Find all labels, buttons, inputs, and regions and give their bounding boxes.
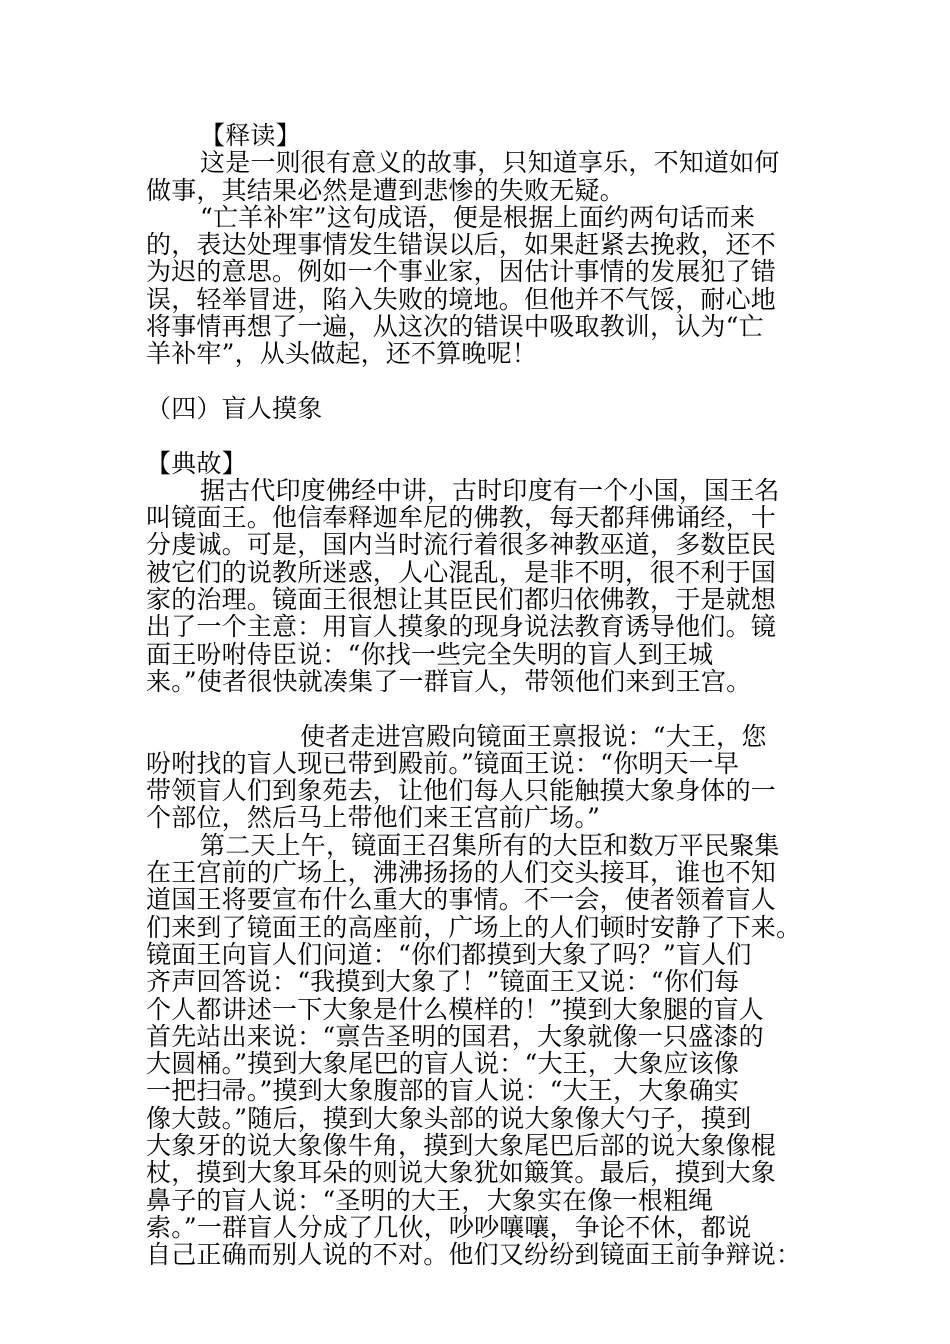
text-line: 来。”使者很快就凑集了一群盲人，带领他们来到王宫。	[146, 666, 752, 696]
text-line: 被它们的说教所迷惑，人心混乱，是非不明，很不利于国	[146, 557, 777, 587]
text-line: 为迟的意思。例如一个事业家，因估计事情的发展犯了错	[146, 257, 777, 287]
document-page	[146, 122, 806, 1268]
text-line: 索。”一群盲人分成了几伙，吵吵嚷嚷，争论不休，都说	[146, 1212, 752, 1242]
text-line: 羊补牢”，从头做起，还不算晚呢！	[146, 339, 537, 369]
text-line: 像大鼓。”随后，摸到大象头部的说大象像大勺子，摸到	[146, 1103, 752, 1133]
text-line: 大圆桶。”摸到大象尾巴的盲人说：“大王，大象应该像	[146, 1049, 740, 1079]
text-line: 将事情再想了一遍，从这次的错误中吸取教训，认为“亡	[146, 312, 764, 342]
text-line: 据古代印度佛经中讲，古时印度有一个小国，国王名	[200, 475, 780, 505]
text-line: 鼻子的盲人说：“圣明的大王，大象实在像一根粗绳	[146, 1185, 714, 1215]
text-line: 吩咐找的盲人现已带到殿前。”镜面王说：“你明天一早	[146, 748, 740, 778]
blank-line	[146, 422, 806, 449]
text-line: 在王宫前的广场上，沸沸扬扬的人们交头接耳，谁也不知	[146, 858, 777, 888]
text-line: 使者走进宫殿向镜面王禀报说：“大王，您	[300, 721, 767, 751]
text-line: 叫镜面王。他信奉释迦牟尼的佛教，每天都拜佛诵经，十	[146, 503, 777, 533]
text-line: 自己正确而别人说的不对。他们又纷纷到镜面王前争辩说：	[146, 1240, 802, 1270]
text-line: 第二天上午，镜面王召集所有的大臣和数万平民聚集	[200, 830, 780, 860]
text-line: 做事，其结果必然是遭到悲惨的失败无疑。	[146, 175, 625, 205]
text-line: 误，轻举冒进，陷入失败的境地。但他并不气馁，耐心地	[146, 284, 777, 314]
text-line: 的，表达处理事情发生错误以后，如果赶紧去挽救，还不	[146, 230, 777, 260]
text-line: 个部位，然后马上带他们来王宫前广场。”	[146, 803, 601, 833]
text-line: 个人都讲述一下大象是什么模样的！”摸到大象腿的盲人	[146, 994, 764, 1024]
text-line: 杖，摸到大象耳朵的则说大象犹如簸箕。最后，摸到大象	[146, 1158, 777, 1188]
text-line: 出了一个主意：用盲人摸象的现身说法教育诱导他们。镜	[146, 612, 777, 642]
text-line: 分虔诚。可是，国内当时流行着很多神教巫道，多数臣民	[146, 530, 777, 560]
text-line: 道国王将要宣布什么重大的事情。不一会，使者领着盲人	[146, 885, 777, 915]
blank-line	[146, 695, 806, 722]
text-line: 这是一则很有意义的故事，只知道享乐，不知道如何	[200, 148, 780, 178]
text-line: 齐声回答说：“我摸到大象了！”镜面王又说：“你们每	[146, 967, 740, 997]
section-title: （四）盲人摸象	[146, 393, 323, 423]
text-line: 们来到了镜面王的高座前，广场上的人们顿时安静了下来。	[146, 912, 802, 942]
text-line: “亡羊补牢”这句成语，便是根据上面约两句话而来	[200, 202, 756, 232]
text-line: 带领盲人们到象苑去，让他们每人只能触摸大象身体的一	[146, 776, 777, 806]
text-line: 首先站出来说：“禀告圣明的国君，大象就像一只盛漆的	[146, 1021, 764, 1051]
text-line: 镜面王向盲人们问道：“你们都摸到大象了吗？”盲人们	[146, 939, 752, 969]
interpretation-heading: 【释读】	[200, 121, 301, 150]
text-line: 大象牙的说大象像牛角，摸到大象尾巴后部的说大象像棍	[146, 1130, 777, 1160]
blank-line	[146, 368, 806, 395]
text-line: 一把扫帚。”摸到大象腹部的盲人说：“大王，大象确实	[146, 1076, 740, 1106]
text-line: 家的治理。镜面王很想让其臣民们都归依佛教，于是就想	[146, 585, 777, 615]
story-heading: 【典故】	[146, 448, 247, 478]
text-line: 面王吩咐侍臣说：“你找一些完全失明的盲人到王城	[146, 639, 714, 669]
